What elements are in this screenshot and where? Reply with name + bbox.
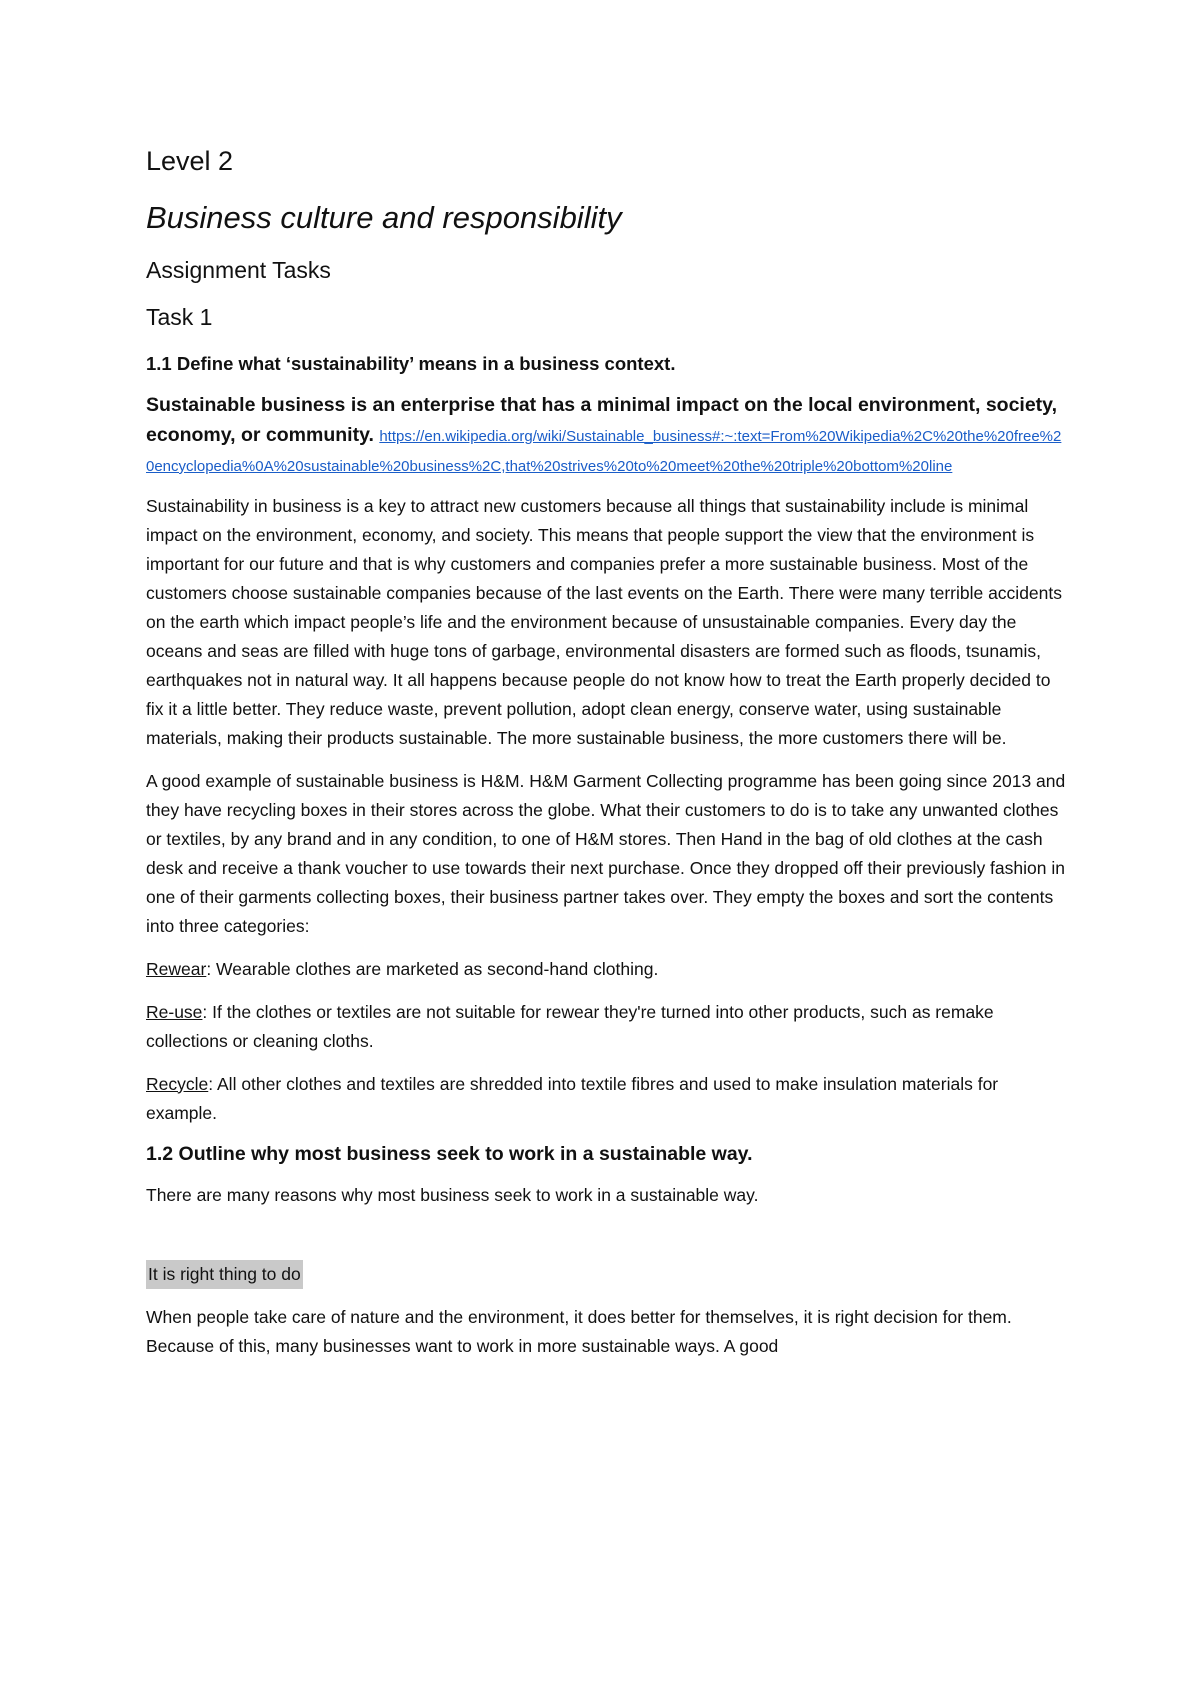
category-text: : All other clothes and textiles are shredded into textile fibres and used to make insulation materials for example.	[146, 1073, 999, 1123]
task-heading: Task 1	[146, 304, 213, 331]
category-term: Re-use	[146, 1001, 203, 1022]
document-title: Business culture and responsibility	[146, 200, 622, 236]
level-label: Level 2	[146, 146, 234, 176]
category-text: : Wearable clothes are marketed as second-hand clothing.	[206, 958, 659, 979]
document-page	[146, 145, 1066, 1375]
wikipedia-link[interactable]: https://en.wikipedia.org/wiki/Sustainable_business#:~:text=From%20Wikipedia%2C%20the%20free%20encyclopedia%0A%20sustainable%20business%2C,that%20strives%20to%20meet%20the%20triple%20bottom%20line	[146, 427, 1062, 475]
right-thing-paragraph: When people take care of nature and the environment, it does better for themselves, it is right decision for them. Because of this, many businesses want to work in more sustainable ways. A good	[146, 1307, 1012, 1357]
category-text: : If the clothes or textiles are not suitable for rewear they're turned into other products, such as remake collections or cleaning cloths.	[146, 1001, 994, 1051]
section-1-2-heading: 1.2 Outline why most business seek to work in a sustainable way.	[146, 1142, 753, 1165]
hm-example-paragraph: A good example of sustainable business is H&M. H&M Garment Collecting programme has been going since 2013 and they have recycling boxes in their stores across the globe. What their customers to do is to take any unwanted clothes or textiles, by any brand and in any condition, to one of H&M stores. Then Hand in the bag of old clothes at the cash desk and receive a thank voucher to use towards their next purchase. Once they dropped off their previously fashion in one of their garments collecting boxes, their business partner takes over. They empty the boxes and sort the contents into three categories:	[146, 770, 1066, 936]
highlight-line	[146, 1260, 1066, 1289]
category-term: Recycle	[146, 1073, 209, 1094]
category-reuse	[146, 998, 1066, 1056]
category-term: Rewear	[146, 958, 207, 979]
definition-text: Sustainable business is an enterprise that has a minimal impact on the local environment, society, economy, or community.	[146, 393, 1057, 446]
sustainability-definition	[146, 390, 1066, 480]
category-rewear	[146, 955, 1066, 984]
highlighted-subheading: It is right thing to do	[146, 1260, 303, 1289]
category-recycle	[146, 1070, 1066, 1128]
sustainability-paragraph: Sustainability in business is a key to attract new customers because all things that sustainability include is minimal impact on the environment, economy, and society. This means that people support the view that the environment is important for our future and that is why customers and companies prefer a more sustainable business. Most of the customers choose sustainable companies because of the last events on the Earth. There were many terrible accidents on the earth which impact people’s life and the environment because of unsustainable companies. Every day the oceans and seas are filled with huge tons of garbage, environmental disasters are formed such as floods, tsunamis, earthquakes not in natural way. It all happens because people do not know how to treat the Earth properly decided to fix it a little better. They reduce waste, prevent pollution, adopt clean energy, conserve water, using sustainable materials, making their products sustainable. The more sustainable business, the more customers there will be.	[146, 495, 1063, 748]
section-1-1-heading: 1.1 Define what ‘sustainability’ means in a business context.	[146, 352, 676, 374]
reasons-intro: There are many reasons why most business seek to work in a sustainable way.	[146, 1185, 759, 1206]
spacer	[146, 1224, 1066, 1260]
document-subtitle: Assignment Tasks	[146, 256, 331, 283]
